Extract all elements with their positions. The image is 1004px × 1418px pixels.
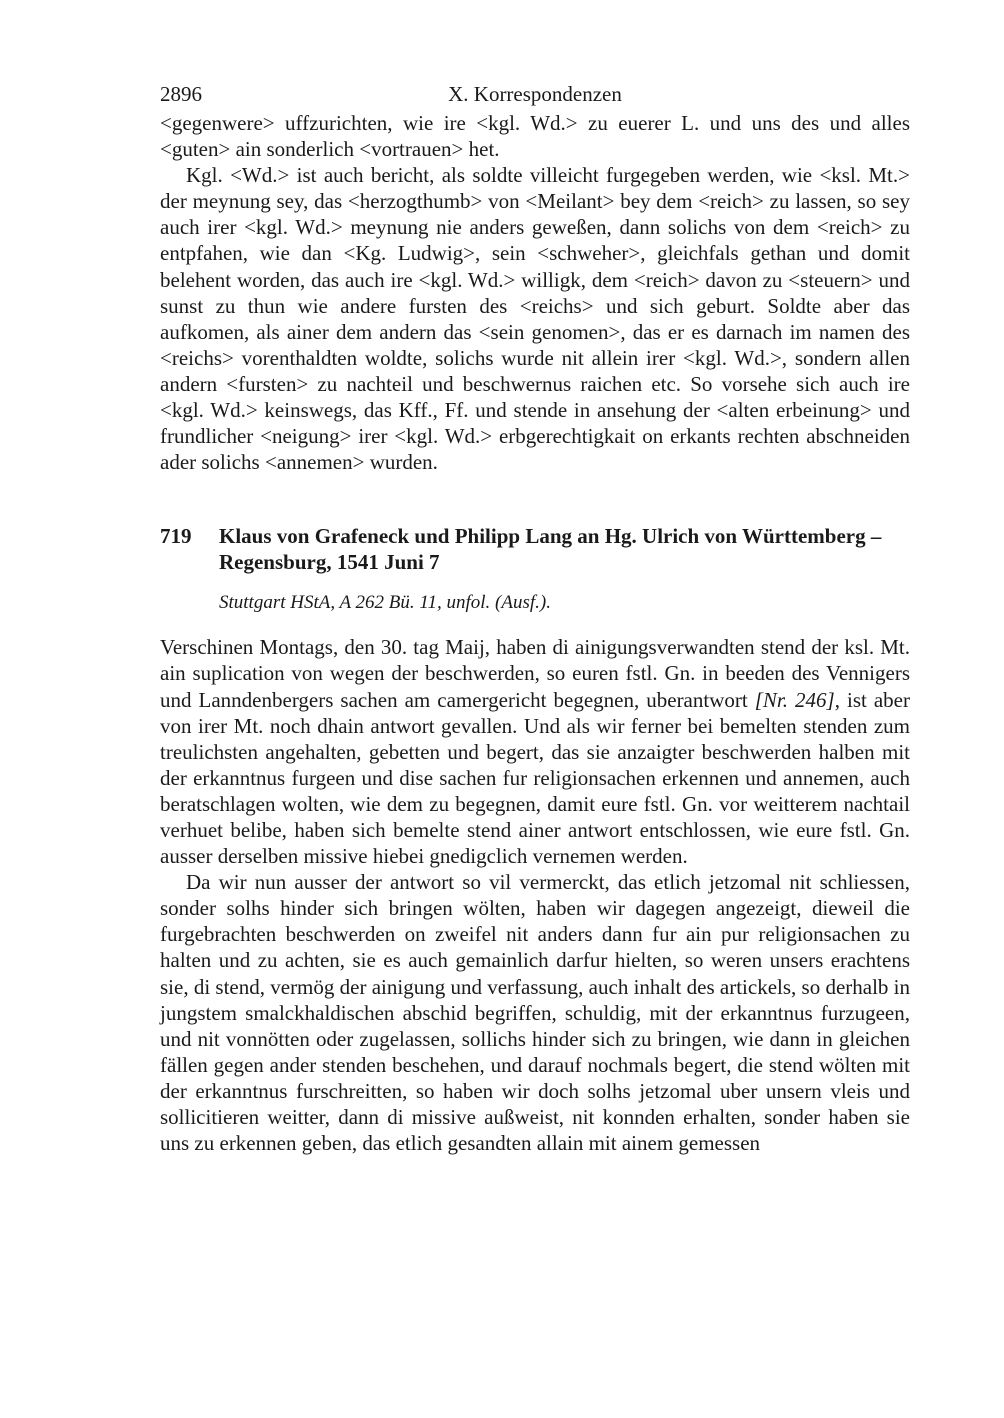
page xyxy=(160,78,910,1156)
document-title: Klaus von Grafeneck und Philipp Lang an Hg. Ulrich von Württemberg – Regensburg, 1541 Juni 7 xyxy=(219,524,882,575)
document-heading xyxy=(160,523,910,575)
document-body xyxy=(160,634,910,1156)
running-head xyxy=(160,78,910,110)
cross-reference: [Nr. 246] xyxy=(754,687,835,712)
paragraph: <gegenwere> uffzurichten, wie ire <kgl. Wd.> zu euerer L. und uns des und alles <guten> ain sonderlich <vortrauen> het. xyxy=(160,111,910,162)
paragraph-text: , ist aber von irer Mt. noch dhain antwort gevallen. Und als wir ferner bei bemelten stenden zum treulichsten angehalten, gebetten und begert, das sie anzaigter beschwerden halben mit der erkanntnus furgeen und dise sachen fur religionsachen erkennen und annemen, auch beratschlagen wolten, wie dem zu begegnen, damit eure fstl. Gn. vor weitterem nachtail verhuet belibe, haben sich bemelte stend ainer antwort entschlossen, wie eure fstl. Gn. ausser derselben missive hiebei gnedigclich vernemen werden. xyxy=(160,687,910,869)
document-number: 719 xyxy=(160,524,192,549)
paragraph-text: Verschinen Montags, den 30. tag Maij, haben di ainigungsverwandten stend der ksl. Mt. ain suplication von wegen der beschwerden, so euren fstl. Gn. in beeden des Vennigers und Lanndenbergers sachen am camergericht begegnen, uberantwort xyxy=(160,635,910,712)
paragraph xyxy=(160,634,910,869)
section-title: X. Korrespondenzen xyxy=(448,82,622,106)
paragraph: Da wir nun ausser der antwort so vil vermerckt, das etlich jetzomal nit schliessen, sonder solhs hinder sich bringen wölten, haben wir dagegen angezeigt, dieweil die furgebrachten beschwerden on zweifel nit anders dann fur ain pur religionsachen zu halten und zu achten, sie es auch gemainlich darfur hielten, so weren unsers erachtens sie, di stend, vermög der ainigung und verfassung, auch inhalt des artickels, so derhalb in jungstem smalckhaldischen abschid begriffen, schuldig, mit der erkanntnus furzugeen, und nit vonnötten oder zugelassen, sollichs hinder sich zu bringen, wie dann in gleichen fällen gegen ander stenden beschehen, und darauf nochmals begert, die stend wölten mit der erkanntnus furschreitten, so haben wir doch solhs jetzomal uber unsern vleis und sollicitieren weitter, dann di missive außweist, nit konnden erhalten, sonder haben sie uns zu erkennen geben, das etlich gesandten allain mit ainem gemessen xyxy=(160,870,910,1156)
source-citation: Stuttgart HStA, A 262 Bü. 11, unfol. (Ausf.). xyxy=(219,592,551,614)
paragraph: Kgl. <Wd.> ist auch bericht, als soldte villeicht furgegeben werden, wie <ksl. Mt.> der meynung sey, das <herzogthumb> von <Meilant> bey dem <reich> zu lassen, so sey auch irer <kgl. Wd.> meynung nie anders geweßen, dann solichs von dem <reich> zu entpfahen, wie dan <Kg. Ludwig>, sein <schweher>, gleichfals gethan und domit belehent worden, das auch ire <kgl. Wd.> willigk, dem <reich> davon zu <steuern> und sunst zu thun wie andere fursten des <reichs> und sich geburt. Soldte aber das aufkomen, als ainer dem andern das <sein genomen>, das er es darnach im namen des <reichs> vorenthaldten woldte, solichs wurde nit allein irer <kgl. Wd.>, sondern allen andern <fursten> zu nachteil und beschwernus raichen etc. So vorsehe sich auch ire <kgl. Wd.> keinswegs, das Kff., Ff. und stende in ansehung der <alten erbeinung> und frundlicher <neigung> irer <kgl. Wd.> erbgerechtigkait on erkants rechten abschneiden ader solichs <annemen> wurden. xyxy=(160,163,910,475)
preceding-text xyxy=(160,110,910,475)
page-number: 2896 xyxy=(160,82,202,106)
